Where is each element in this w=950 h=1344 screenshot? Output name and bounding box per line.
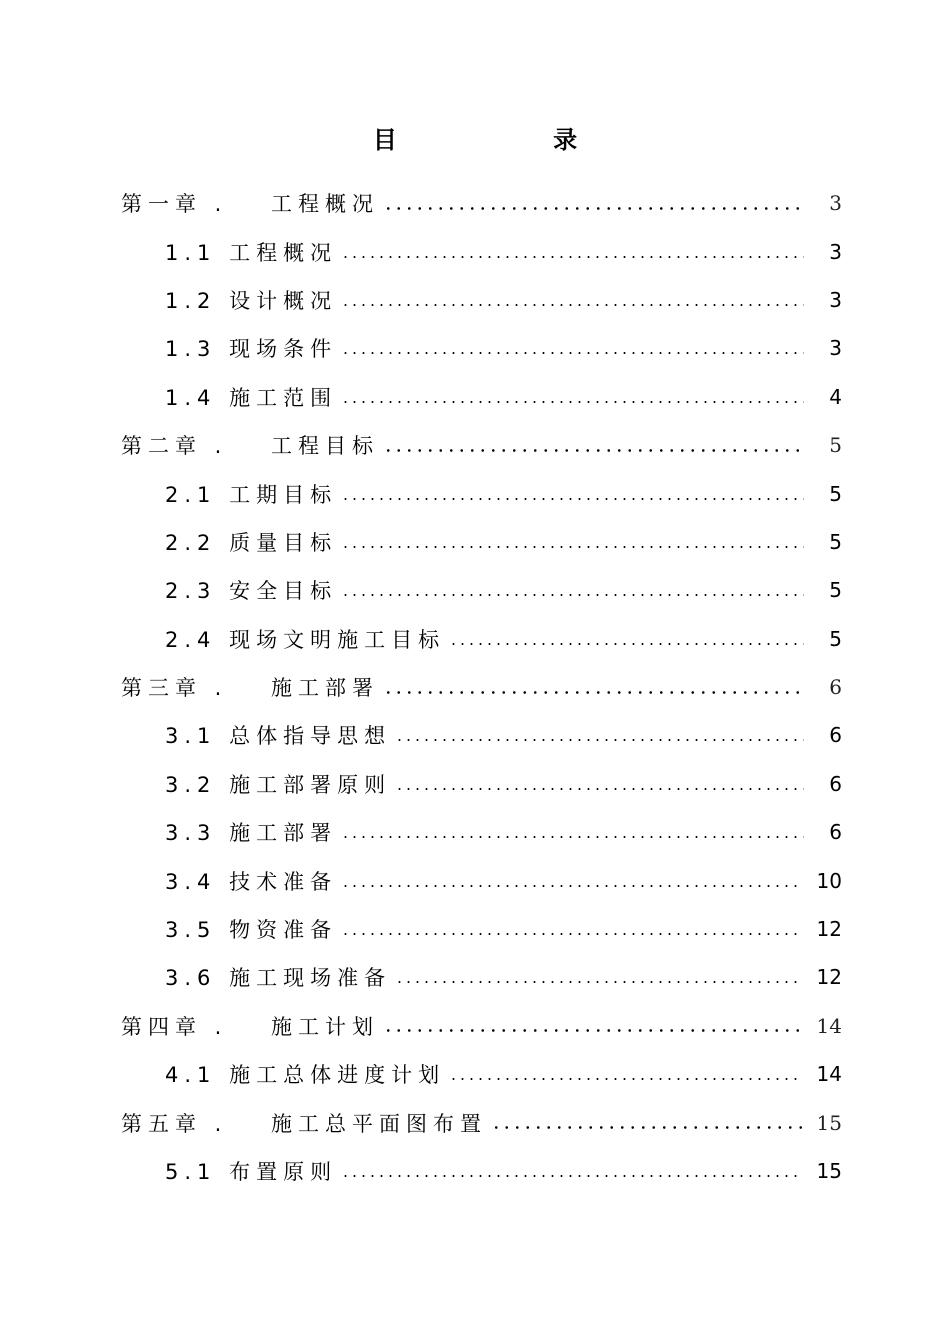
section-title: 2.4 现场文明施工目标 (165, 627, 446, 652)
page-number: 5 (829, 433, 842, 458)
section-title: 2.2 质量目标 (165, 530, 338, 555)
page-number: 4 (829, 384, 842, 409)
dot-leader (395, 739, 804, 741)
section-title: 3.1 总体指导思想 (165, 724, 392, 749)
page-number: 6 (829, 820, 842, 845)
toc-entry-chapter[interactable] (0, 421, 950, 469)
dot-leader (341, 836, 804, 838)
toc-entry-section[interactable] (0, 227, 950, 275)
page-number: 15 (816, 1159, 842, 1183)
toc-list (0, 179, 950, 1195)
section-title: 3.2 施工部署原则 (165, 772, 392, 797)
chapter-title: 工程目标 (271, 434, 379, 459)
page-number: 3 (829, 191, 842, 216)
toc-entry-section[interactable] (0, 518, 950, 566)
dot-leader (383, 449, 804, 452)
chapter-title: 工程概况 (271, 192, 379, 217)
chapter-title: 施工计划 (271, 1014, 379, 1039)
page-number: 6 (829, 675, 842, 700)
section-title: 4.1 施工总体进度计划 (165, 1063, 446, 1088)
dot-leader (383, 691, 804, 694)
section-title: 3.5 物资准备 (165, 918, 338, 943)
page-number: 12 (816, 965, 842, 990)
page-number: 12 (816, 917, 842, 942)
page-number: 3 (829, 287, 842, 312)
toc-entry-section[interactable] (0, 808, 950, 856)
dot-leader (395, 788, 804, 790)
dot-leader (341, 546, 804, 548)
chapter-number: 第四章 . (121, 1014, 228, 1039)
toc-entry-section[interactable] (0, 1050, 950, 1098)
section-title: 3.6 施工现场准备 (165, 966, 392, 991)
dot-leader (449, 643, 804, 645)
chapter-number: 第五章 . (121, 1111, 228, 1136)
dot-leader (341, 498, 804, 500)
entry-label (121, 430, 379, 460)
chapter-number: 第三章 . (121, 676, 228, 701)
toc-entry-chapter[interactable] (0, 663, 950, 711)
toc-entry-chapter[interactable] (0, 179, 950, 227)
page-number: 10 (816, 868, 842, 893)
dot-leader (341, 304, 804, 306)
entry-label (121, 1108, 487, 1138)
section-title: 2.1 工期目标 (165, 482, 338, 507)
page-number: 5 (829, 578, 842, 603)
toc-entry-section[interactable] (0, 856, 950, 904)
chapter-number: 第二章 . (121, 434, 228, 459)
section-title: 1.4 施工范围 (165, 385, 338, 410)
toc-entry-chapter[interactable] (0, 1098, 950, 1146)
toc-entry-section[interactable] (0, 953, 950, 1001)
dot-leader (341, 256, 804, 258)
toc-entry-section[interactable] (0, 324, 950, 372)
dot-leader (383, 207, 804, 210)
toc-entry-section[interactable] (0, 711, 950, 759)
dot-leader (449, 1078, 802, 1080)
dot-leader (341, 352, 804, 354)
entry-label (121, 1011, 379, 1041)
toc-entry-section[interactable] (0, 615, 950, 663)
toc-entry-section[interactable] (0, 276, 950, 324)
dot-leader (341, 1175, 802, 1177)
section-title: 5.1 布置原则 (165, 1160, 338, 1184)
entry-label (121, 672, 379, 702)
dot-leader (341, 933, 802, 935)
chapter-title: 施工总平面图布置 (271, 1111, 487, 1136)
dot-leader (395, 981, 802, 983)
toc-entry-section[interactable] (0, 566, 950, 614)
page-number: 14 (816, 1013, 842, 1038)
section-title: 3.3 施工部署 (165, 821, 338, 846)
toc-entry-section[interactable] (0, 373, 950, 421)
page-number: 3 (829, 239, 842, 264)
dot-leader (491, 1126, 803, 1129)
chapter-number: 第一章 . (121, 192, 228, 217)
page-number: 14 (816, 1062, 842, 1087)
entry-label (121, 188, 379, 218)
toc-entry-section[interactable] (0, 469, 950, 517)
page-number: 6 (829, 771, 842, 796)
section-title: 2.3 安全目标 (165, 579, 338, 604)
page-number: 5 (829, 529, 842, 554)
dot-leader (341, 401, 804, 403)
dot-leader (341, 594, 804, 596)
toc-entry-chapter[interactable] (0, 1002, 950, 1050)
page-number: 5 (829, 626, 842, 651)
section-title: 3.4 技术准备 (165, 869, 338, 894)
dot-leader (341, 885, 802, 887)
page-number: 6 (829, 723, 842, 748)
page-number: 3 (829, 336, 842, 361)
chapter-title: 施工部署 (271, 676, 379, 701)
dot-leader (383, 1029, 803, 1032)
toc-entry-section[interactable] (0, 1147, 950, 1195)
toc-title: 目 录 (372, 126, 652, 154)
section-title: 1.3 现场条件 (165, 337, 338, 362)
toc-entry-section[interactable] (0, 760, 950, 808)
page-number: 15 (816, 1110, 842, 1135)
section-title: 1.2 设计概况 (165, 288, 338, 313)
page-number: 5 (829, 481, 842, 506)
toc-entry-section[interactable] (0, 905, 950, 953)
section-title: 1.1 工程概况 (165, 240, 338, 265)
